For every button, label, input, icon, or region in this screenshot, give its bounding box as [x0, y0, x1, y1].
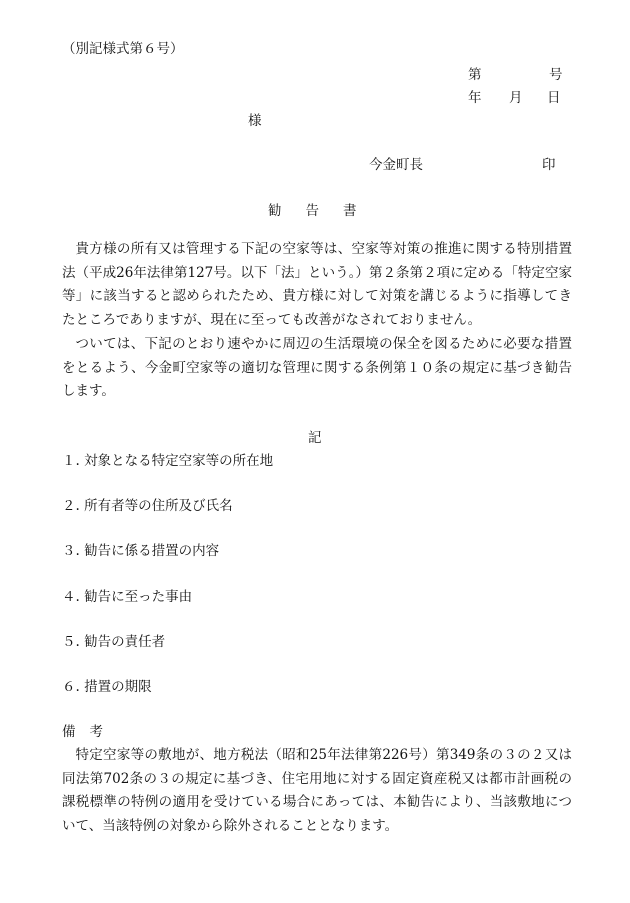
- issuer-name: 今金町長: [369, 157, 423, 173]
- body-paragraph-1: 貴方様の所有又は管理する下記の空家等は、空家等対策の推進に関する特別措置法（平成26年法律第127号。以下「法」という。）第２条第２項に定める「特定空家等」に該当すると認められたため、貴方様に対して対策を講じるように指導してきたところでありますが、現在に至っても改善がなされておりません。: [62, 241, 572, 328]
- seal-mark: 印: [542, 157, 556, 173]
- addressee-honorific: 様: [248, 113, 262, 129]
- remarks-heading-char: 備: [62, 724, 76, 740]
- body-paragraph-2: ついては、下記のとおり速やかに周辺の生活環境の保全を図るために必要な措置をとるよう、今金町空家等の適切な管理に関する条例第１０条の規定に基づき勧告します。: [62, 336, 572, 399]
- record-item: ３. 勧告に係る措置の内容: [62, 543, 220, 559]
- title-char: 書: [343, 203, 357, 219]
- record-item: １. 対象となる特定空家等の所在地: [62, 453, 274, 469]
- title-char: 告: [305, 203, 319, 219]
- remarks-heading: [62, 726, 103, 740]
- remarks-text: 特定空家等の敷地が、地方税法（昭和25年法律第226号）第349条の３の２又は同法第702条の３の規定に基づき、住宅用地に対する固定資産税又は都市計画税の課税標準の特例の適用を受けている場合にあっては、本勧告により、当該敷地について、当該特例の対象から除外されることとなります。: [62, 747, 572, 834]
- record-item: ５. 勧告の責任者: [62, 634, 166, 650]
- record-item: ４. 勧告に至った事由: [62, 589, 193, 605]
- doc-number-prefix: 第: [468, 67, 482, 83]
- title-char: 勧: [268, 203, 282, 219]
- record-item: ２. 所有者等の住所及び氏名: [62, 498, 233, 514]
- record-heading: 記: [308, 430, 322, 446]
- document-title: [268, 205, 357, 219]
- record-item: ６. 措置の期限: [62, 679, 152, 695]
- date-day-label: 日: [547, 90, 561, 106]
- remarks-heading-char: 考: [89, 724, 103, 740]
- form-number: （別記様式第６号）: [62, 41, 184, 57]
- date-month-label: 月: [509, 90, 523, 106]
- doc-number-suffix: 号: [549, 67, 563, 83]
- date-year-label: 年: [468, 90, 482, 106]
